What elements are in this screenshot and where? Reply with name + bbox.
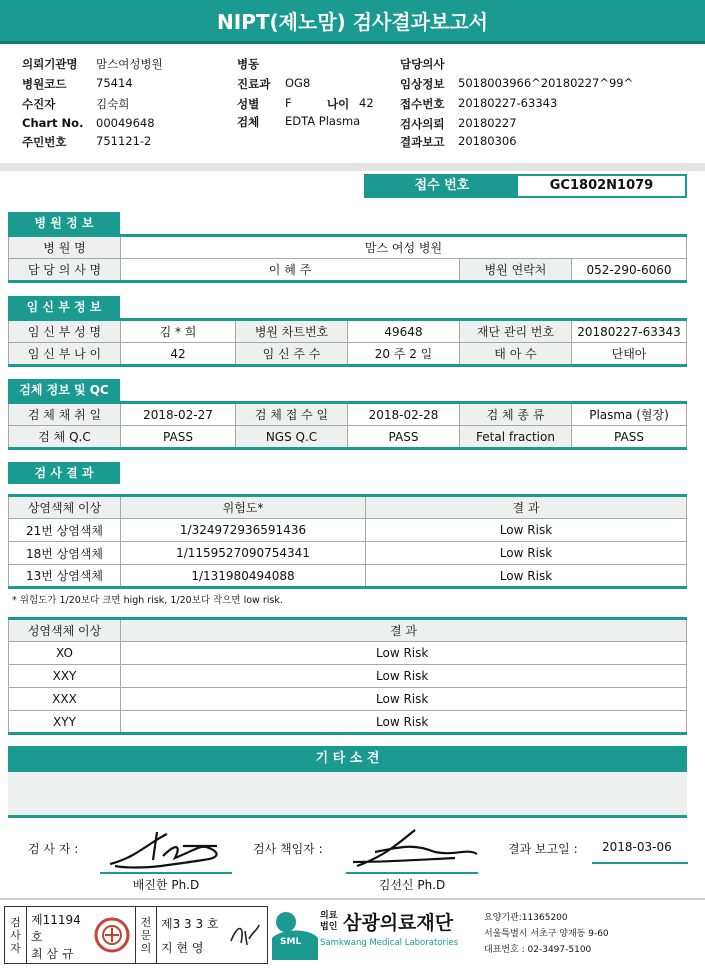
- corp-label: 의료법인: [320, 911, 338, 932]
- specimen-type-label: 검 체 종 류: [460, 403, 572, 426]
- table-row: [9, 519, 687, 542]
- mgmt-no-label: 재단 관리 번호: [460, 320, 572, 343]
- pregnant-name-value: 김 * 희: [121, 320, 236, 343]
- result-value: Low Risk: [366, 542, 687, 565]
- pregnant-age-label: 임 신 부 나 이: [9, 343, 121, 366]
- tester-stamp-name: 최 삼 규: [31, 947, 74, 961]
- autosome-col-header: 상염색체 이상: [9, 496, 121, 519]
- clinical-value: 5018003966^20180227^99^: [458, 76, 634, 90]
- clinical-label: 임상정보: [400, 77, 445, 91]
- institution-label: 의뢰기관명: [22, 57, 78, 71]
- section-pregnant-info: 임 신 부 정 보: [8, 296, 120, 318]
- chart-label: Chart No.: [22, 116, 84, 130]
- chromosome-name: 21번 상염색체: [9, 519, 121, 542]
- foundation-english: Samkwang Medical Laboratories: [320, 938, 459, 948]
- foundation-name: 삼광의료재단: [343, 912, 454, 934]
- divider: [0, 898, 705, 900]
- rrn-label: 주민번호: [22, 135, 67, 149]
- report-date-label: 결과 보고일 :: [508, 842, 578, 856]
- patient-value: 김숙희: [96, 97, 130, 111]
- sex-chrom-result: Low Risk: [121, 642, 687, 665]
- hospital-name-value: 맘스 여성 병원: [121, 236, 687, 259]
- ngs-qc-label: NGS Q.C: [236, 426, 348, 449]
- risk-value: 1/131980494088: [121, 565, 366, 588]
- tester-vertical-label: 검 사 자: [5, 907, 27, 963]
- sex-chrom-result: Low Risk: [121, 711, 687, 734]
- manager-label: 검사 책임자 :: [253, 842, 323, 856]
- doctor-label: 담당의사: [400, 57, 445, 71]
- risk-value: 1/1159527090754341: [121, 542, 366, 565]
- registration-box: [364, 174, 687, 198]
- risk-footnote: * 위험도가 1/20보다 크면 high risk, 1/20보다 작으면 low risk.: [12, 595, 283, 606]
- receive-date-label: 검 체 접 수 일: [236, 403, 348, 426]
- specimen-type-value: Plasma (혈장): [572, 403, 687, 426]
- contact-label: 병원 연락처: [460, 259, 572, 282]
- specimen-value: EDTA Plasma: [285, 114, 361, 128]
- doctor-name-label: 담 당 의 사 명: [9, 259, 121, 282]
- rrn-value: 751121-2: [96, 134, 152, 148]
- hospital-code-label: 병원코드: [22, 77, 67, 91]
- pregnant-info-table: [8, 318, 687, 367]
- request-label: 검사의뢰: [400, 117, 445, 131]
- sex-result-col-header: 결 과: [121, 619, 687, 642]
- receipt-label: 접수번호: [400, 97, 445, 111]
- risk-col-header: 위험도*: [121, 496, 366, 519]
- collect-date-label: 검 체 채 취 일: [9, 403, 121, 426]
- sex-chrom-name: XXY: [9, 665, 121, 688]
- dept-value: OG8: [285, 76, 311, 90]
- report-label: 결과보고: [400, 135, 445, 149]
- pregnant-name-label: 임 신 부 성 명: [9, 320, 121, 343]
- contact-value: 052-290-6060: [572, 259, 687, 282]
- tester-label: 검 사 자 :: [28, 842, 79, 856]
- manager-name: 김선신 Ph.D: [346, 872, 478, 893]
- specimen-info-table: [8, 401, 687, 450]
- institution-value: 맘스여성병원: [96, 57, 163, 71]
- report-title: NIPT(제노맘) 검사결과보고서: [0, 0, 705, 44]
- chart-no-value: 49648: [348, 320, 460, 343]
- hospital-code-value: 75414: [96, 76, 133, 90]
- specimen-qc-value: PASS: [121, 426, 236, 449]
- tester-license-no: 제11194호: [31, 913, 81, 944]
- table-row: [9, 665, 687, 688]
- specialist-vertical-label: 전 문 의: [135, 907, 157, 963]
- ward-label: 병동: [237, 57, 260, 71]
- request-value: 20180227: [458, 116, 517, 130]
- hospital-info-table: [8, 234, 687, 283]
- pregnant-age-value: 42: [121, 343, 236, 366]
- registration-label: 접수 번호: [366, 176, 518, 196]
- weeks-label: 임 신 주 수: [236, 343, 348, 366]
- date-underline: [592, 862, 688, 864]
- age-label: 나이: [327, 97, 350, 111]
- weeks-value: 20 주 2 일: [348, 343, 460, 366]
- mgmt-no-value: 20180227-63343: [572, 320, 687, 343]
- table-row: [9, 542, 687, 565]
- sex-chrom-name: XO: [9, 642, 121, 665]
- registration-value: GC1802N1079: [549, 178, 654, 193]
- tester-name: 배진한 Ph.D: [100, 872, 232, 893]
- chromosome-name: 18번 상염색체: [9, 542, 121, 565]
- sex-value: F: [285, 96, 292, 110]
- header-info: [0, 52, 705, 164]
- fetus-value: 단태아: [572, 343, 687, 366]
- autosome-table: [8, 494, 687, 589]
- collect-date-value: 2018-02-27: [121, 403, 236, 426]
- section-specimen-info: 검체 정보 및 QC: [8, 379, 120, 401]
- manager-signature: [345, 822, 485, 872]
- chart-no-label: 병원 차트번호: [236, 320, 348, 343]
- receipt-value: 20180227-63343: [458, 96, 558, 110]
- tester-stamp-text: [27, 907, 89, 963]
- foundation-address: 서울특별시 서초구 양재동 9-60: [484, 929, 609, 939]
- sex-chrom-result: Low Risk: [121, 688, 687, 711]
- result-col-header: 결 과: [366, 496, 687, 519]
- foundation-code: 요양기관:11365200: [484, 913, 568, 923]
- seal-icon: [89, 907, 135, 963]
- table-row: [9, 688, 687, 711]
- report-date-value: 2018-03-06: [602, 840, 672, 854]
- specimen-qc-label: 검 체 Q.C: [9, 426, 121, 449]
- sex-label: 성별: [237, 97, 260, 111]
- section-hospital-info: 병 원 정 보: [8, 212, 120, 234]
- table-row: [9, 565, 687, 588]
- sex-chrom-name: XXX: [9, 688, 121, 711]
- doctor-name-value: 이 혜 주: [121, 259, 460, 282]
- tester-signature: [105, 822, 235, 872]
- receive-date-value: 2018-02-28: [348, 403, 460, 426]
- foundation-phone: 대표번호 : 02-3497-5100: [484, 945, 592, 955]
- result-value: Low Risk: [366, 519, 687, 542]
- ngs-qc-value: PASS: [348, 426, 460, 449]
- sml-logo-icon: [272, 910, 318, 960]
- hospital-name-label: 병 원 명: [9, 236, 121, 259]
- misc-body: [8, 772, 687, 818]
- fetus-label: 태 아 수: [460, 343, 572, 366]
- specialist-signature: [227, 919, 263, 949]
- sex-chrom-col-header: 성염색체 이상: [9, 619, 121, 642]
- table-row: [9, 711, 687, 734]
- age-value: 42: [359, 96, 374, 110]
- logo-text: SML: [280, 937, 302, 947]
- specialist-stamp-name: 지 현 영: [161, 940, 204, 955]
- sex-chrom-name: XYY: [9, 711, 121, 734]
- report-value: 20180306: [458, 134, 517, 148]
- divider: [0, 163, 705, 171]
- patient-label: 수진자: [22, 97, 56, 111]
- risk-value: 1/324972936591436: [121, 519, 366, 542]
- fetal-fraction-value: PASS: [572, 426, 687, 449]
- stamp-box: [4, 906, 268, 964]
- section-misc: 기 타 소 견: [8, 746, 687, 772]
- chromosome-name: 13번 상염색체: [9, 565, 121, 588]
- chart-value: 00049648: [96, 116, 155, 130]
- foundation-block: [272, 906, 702, 964]
- specimen-label: 검체: [237, 115, 260, 129]
- section-results: 검 사 결 과: [8, 462, 120, 484]
- result-value: Low Risk: [366, 565, 687, 588]
- sex-chrom-result: Low Risk: [121, 665, 687, 688]
- table-row: [9, 642, 687, 665]
- sex-chromosome-table: [8, 617, 687, 735]
- dept-label: 진료과: [237, 77, 271, 91]
- specialist-license-no: 제3 3 3 호: [161, 916, 219, 931]
- fetal-fraction-label: Fetal fraction: [460, 426, 572, 449]
